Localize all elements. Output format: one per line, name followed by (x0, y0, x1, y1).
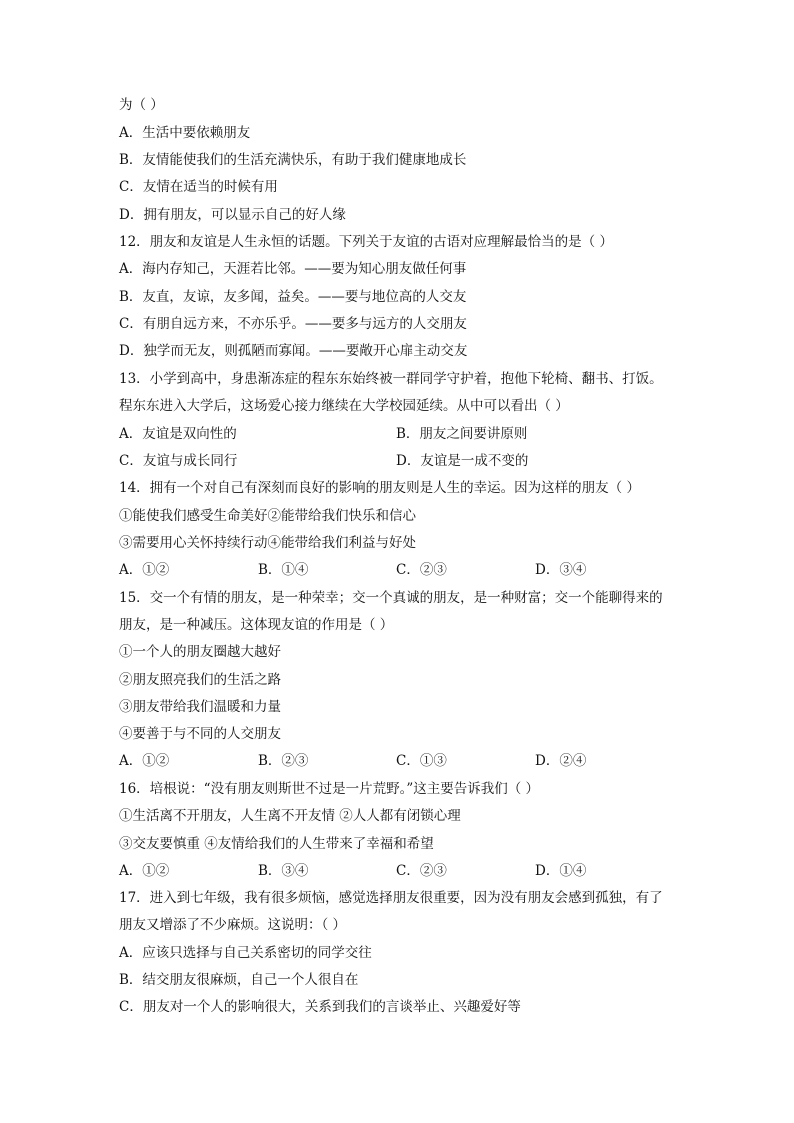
q14-statement: ①能使我们感受生命美好②能带给我们快乐和信心 (119, 508, 416, 524)
q14-stem: 14．拥有一个对自己有深刻而良好的影响的朋友则是人生的幸运。因为这样的朋友（ ） (119, 480, 640, 496)
q16-option-c: C．②③ (396, 863, 447, 879)
q16-option-d: D．①④ (535, 863, 587, 879)
q16-statement: ③交友要慎重 ④友情给我们的人生带来了幸福和希望 (119, 836, 434, 852)
q13-option-d: D．友谊是一成不变的 (396, 453, 529, 469)
q17-option-b: B．结交朋友很麻烦，自己一个人很自在 (119, 972, 359, 988)
q15-option-b: B．②③ (258, 753, 309, 769)
q13-option-c: C．友谊与成长同行 (119, 453, 238, 469)
q13-option-a: A．友谊是双向性的 (119, 426, 237, 442)
q15-statement: ①一个人的朋友圈越大越好 (119, 644, 281, 660)
q11-option-a: A．生活中要依赖朋友 (119, 125, 251, 141)
q11-option-d: D．拥有朋友，可以显示自己的好人缘 (119, 207, 346, 223)
q14-option-a: A．①② (119, 562, 170, 578)
q17-option-c: C．朋友对一个人的影响很大，关系到我们的言谈举止、兴趣爱好等 (119, 999, 521, 1015)
q15-statement: ④要善于与不同的人交朋友 (119, 726, 281, 742)
q14-statement: ③需要用心关怀持续行动④能带给我们利益与好处 (119, 535, 416, 551)
q12-stem: 12．朋友和友谊是人生永恒的话题。下列关于友谊的古语对应理解最恰当的是（ ） (119, 234, 613, 250)
q16-option-a: A．①② (119, 863, 170, 879)
q15-option-d: D．②④ (535, 753, 587, 769)
q12-option-b: B．友直，友谅，友多闻，益矣。——要与地位高的人交友 (119, 289, 467, 305)
q13-option-b: B．朋友之间要讲原则 (396, 426, 528, 442)
q15-option-a: A．①② (119, 753, 170, 769)
text-line: 为（ ） (119, 97, 164, 113)
q15-option-c: C．①③ (396, 753, 447, 769)
q16-stem: 16．培根说：“没有朋友则斯世不过是一片荒野。”这主要告诉我们（ ） (119, 781, 540, 797)
q13-stem-cont: 程东东进入大学后，这场爱心接力继续在大学校园延续。从中可以看出（ ） (119, 398, 569, 414)
q16-statement: ①生活离不开朋友，人生离不开友情 ②人人都有闭锁心理 (119, 808, 461, 824)
q17-option-a: A．应该只选择与自己关系密切的同学交往 (119, 945, 372, 961)
q17-stem-cont: 朋友又增添了不少麻烦。这说明：（ ） (119, 917, 347, 933)
q11-option-b: B．友情能使我们的生活充满快乐，有助于我们健康地成长 (119, 152, 467, 168)
q15-stem: 15．交一个有情的朋友，是一种荣幸；交一个真诚的朋友，是一种财富；交一个能聊得来的 (119, 590, 663, 606)
q12-option-c: C．有朋自远方来，不亦乐乎。——要多与远方的人交朋友 (119, 316, 467, 332)
q17-stem: 17．进入到七年级，我有很多烦恼，感觉选择朋友很重要，因为没有朋友会感到孤独，有了 (119, 890, 663, 906)
q13-stem: 13．小学到高中，身患渐冻症的程东东始终被一群同学守护着，抱他下轮椅、翻书、打饭。 (119, 371, 663, 387)
q14-option-c: C．②③ (396, 562, 447, 578)
q14-option-d: D．③④ (535, 562, 587, 578)
q15-stem-cont: 朋友，是一种减压。这体现友谊的作用是（ ） (119, 617, 394, 633)
q15-statement: ②朋友照亮我们的生活之路 (119, 672, 281, 688)
q16-option-b: B．③④ (258, 863, 309, 879)
q11-option-c: C．友情在适当的时候有用 (119, 179, 278, 195)
q15-statement: ③朋友带给我们温暖和力量 (119, 699, 281, 715)
q12-option-d: D．独学而无友，则孤陋而寡闻。——要敞开心扉主动交友 (119, 343, 468, 359)
q14-option-b: B．①④ (258, 562, 309, 578)
q12-option-a: A．海内存知己，天涯若比邻。——要为知心朋友做任何事 (119, 261, 467, 277)
